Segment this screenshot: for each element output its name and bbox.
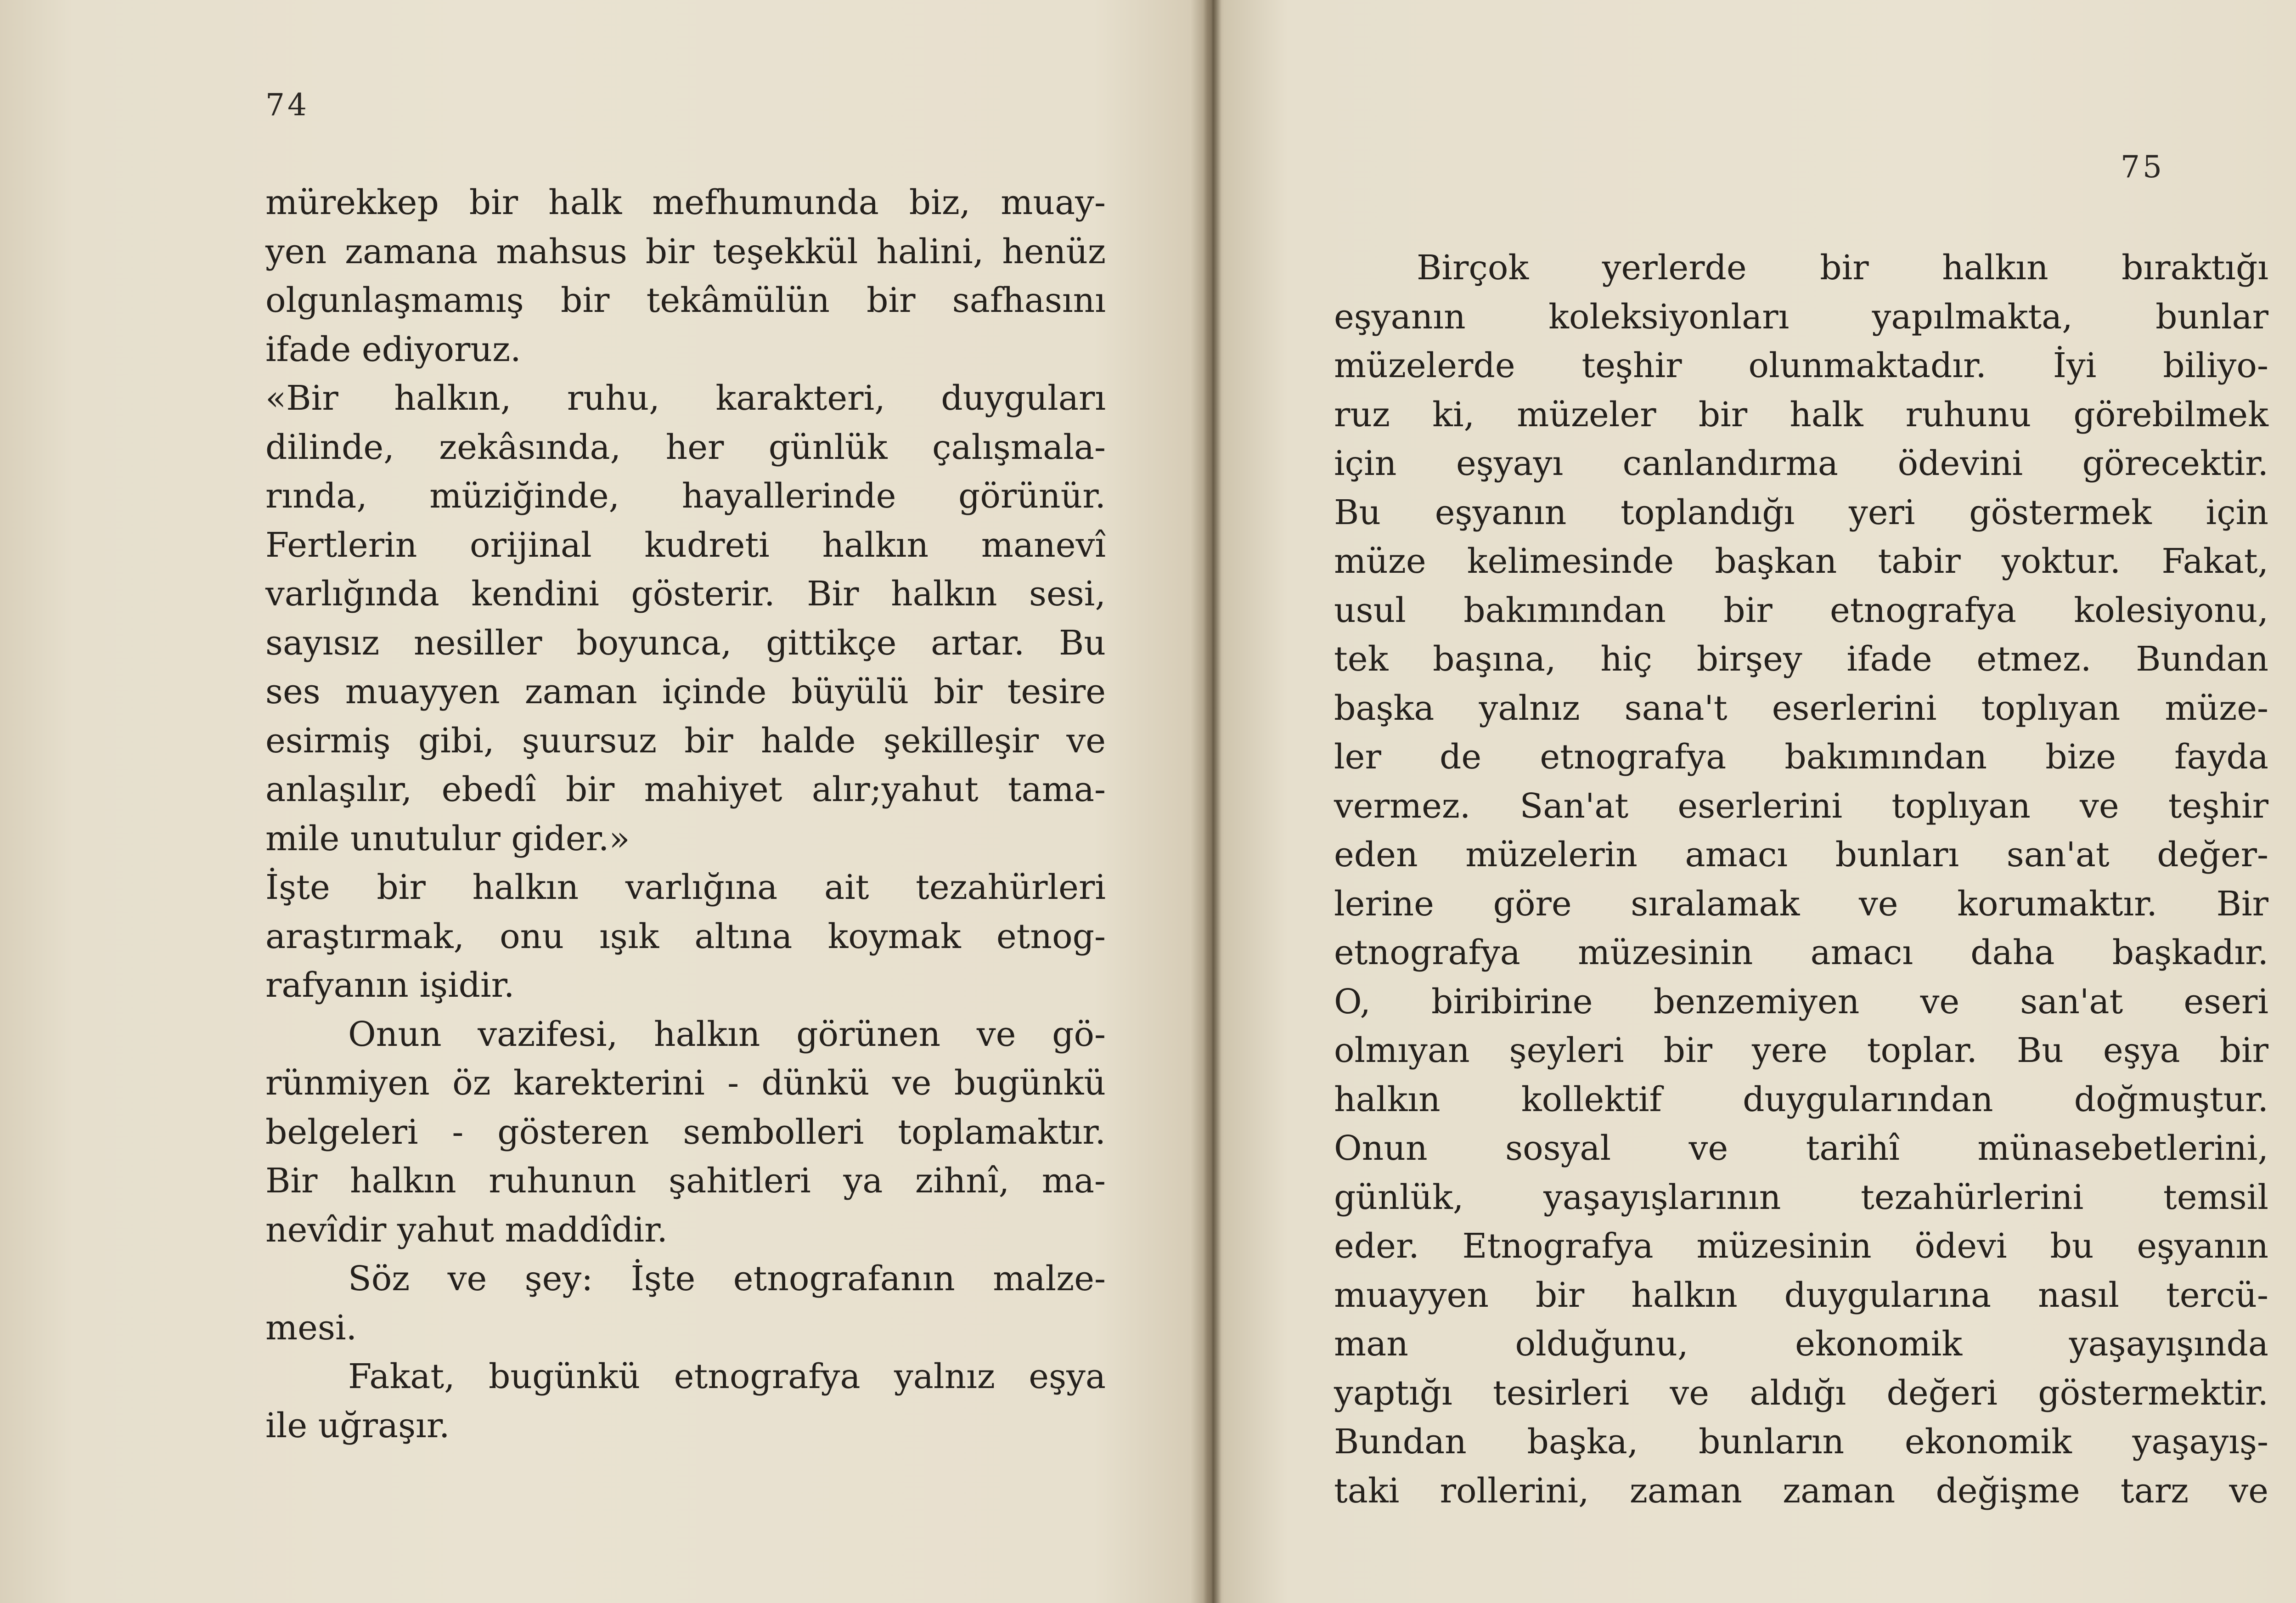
text-line: rında, müziğinde, hayallerinde görünür. <box>265 476 1106 516</box>
text-line: halkın kollektif duygularından doğmuştur. <box>1334 1079 2268 1119</box>
text-line: mürekkep bir halk mefhumunda biz, muay- <box>265 183 1106 222</box>
text-line: ler de etnografya bakımından bize fayda <box>1334 737 2268 777</box>
text-line: için eşyayı canlandırma ödevini görecektir. <box>1334 444 2268 483</box>
text-line: tek başına, hiç birşey ifade etmez. Bundan <box>1334 639 2268 679</box>
text-line: yen zamana mahsus bir teşekkül halini, henüz <box>265 231 1106 271</box>
text-line: usul bakımından bir etnografya kolesiyonu, <box>1334 590 2268 630</box>
text-line: Bu eşyanın toplandığı yeri göstermek için <box>1334 492 2268 532</box>
text-line: eden müzelerin amacı bunları san'at değer- <box>1334 835 2268 875</box>
text-line: mesi. <box>265 1308 357 1348</box>
text-line: rafyanın işidir. <box>265 965 515 1005</box>
text-line: yaptığı tesirleri ve aldığı değeri göstermektir. <box>1334 1373 2268 1413</box>
text-line: esirmiş gibi, şuursuz bir halde şekilleşir ve <box>265 721 1106 761</box>
text-line: İşte bir halkın varlığına ait tezahürleri <box>265 868 1106 907</box>
left-page-text <box>265 178 1106 1450</box>
text-line: vermez. San'at eserlerini toplıyan ve teşhir <box>1334 786 2268 826</box>
text-line: eşyanın koleksiyonları yapılmakta, bunlar <box>1334 297 2268 337</box>
text-line: Söz ve şey: İşte etnografanın malze- <box>348 1259 1106 1298</box>
text-line: Bundan başka, bunların ekonomik yaşayış- <box>1334 1422 2268 1462</box>
text-line: rünmiyen öz karekterini - dünkü ve bugünkü <box>265 1063 1106 1103</box>
text-line: ile uğraşır. <box>265 1405 450 1445</box>
page-number-right: 75 <box>2121 149 2165 185</box>
page-number-left: 74 <box>265 87 310 123</box>
text-line: taki rollerini, zaman zaman değişme tarz ve <box>1334 1471 2268 1511</box>
text-line: man olduğunu, ekonomik yaşayışında <box>1334 1324 2268 1364</box>
text-line: başka yalnız sana't eserlerini toplıyan müze- <box>1334 688 2268 728</box>
text-line: etnografya müzesinin amacı daha başkadır. <box>1334 933 2268 972</box>
text-line: ifade ediyoruz. <box>265 329 521 369</box>
text-line: ruz ki, müzeler bir halk ruhunu görebilmek <box>1334 395 2268 435</box>
right-page <box>1212 0 2296 1603</box>
text-line: günlük, yaşayışlarının tezahürlerini temsil <box>1334 1177 2268 1217</box>
text-line: müze kelimesinde başkan tabir yoktur. Fakat, <box>1334 542 2268 581</box>
text-line: anlaşılır, ebedî bir mahiyet alır;yahut tama- <box>265 770 1106 809</box>
text-line: dilinde, zekâsında, her günlük çalışmala- <box>265 427 1106 467</box>
text-line: «Bir halkın, ruhu, karakteri, duyguları <box>265 378 1106 418</box>
text-line: Onun vazifesi, halkın görünen ve gö- <box>348 1014 1106 1054</box>
text-line: müzelerde teşhir olunmaktadır. İyi biliyo- <box>1334 346 2268 385</box>
right-page-text <box>1334 243 2268 1515</box>
text-line: eder. Etnografya müzesinin ödevi bu eşyanın <box>1334 1226 2268 1266</box>
text-line: Fakat, bugünkü etnografya yalnız eşya <box>348 1357 1106 1396</box>
text-line: Fertlerin orijinal kudreti halkın manevî <box>265 525 1106 565</box>
text-line: ses muayyen zaman içinde büyülü bir tesire <box>265 672 1106 711</box>
text-line: O, biribirine benzemiyen ve san'at eseri <box>1334 982 2268 1022</box>
text-line: sayısız nesiller boyunca, gittikçe artar. Bu <box>265 623 1106 663</box>
text-line: varlığında kendini gösterir. Bir halkın sesi, <box>265 574 1106 614</box>
text-line: muayyen bir halkın duygularına nasıl tercü- <box>1334 1275 2268 1315</box>
text-line: lerine göre sıralamak ve korumaktır. Bir <box>1334 884 2268 924</box>
text-line: Onun sosyal ve tarihî münasebetlerini, <box>1334 1129 2268 1168</box>
text-line: Birçok yerlerde bir halkın bıraktığı <box>1417 248 2268 288</box>
text-line: araştırmak, onu ışık altına koymak etnog- <box>265 916 1106 956</box>
text-line: Bir halkın ruhunun şahitleri ya zihnî, ma- <box>265 1161 1106 1201</box>
text-line: olgunlaşmamış bir tekâmülün bir safhasını <box>265 281 1106 320</box>
text-line: mile unutulur gider.» <box>265 818 630 858</box>
text-line: nevîdir yahut maddîdir. <box>265 1210 668 1250</box>
text-line: olmıyan şeyleri bir yere toplar. Bu eşya bir <box>1334 1031 2268 1070</box>
text-line: belgeleri - gösteren sembolleri toplamaktır. <box>265 1112 1106 1152</box>
